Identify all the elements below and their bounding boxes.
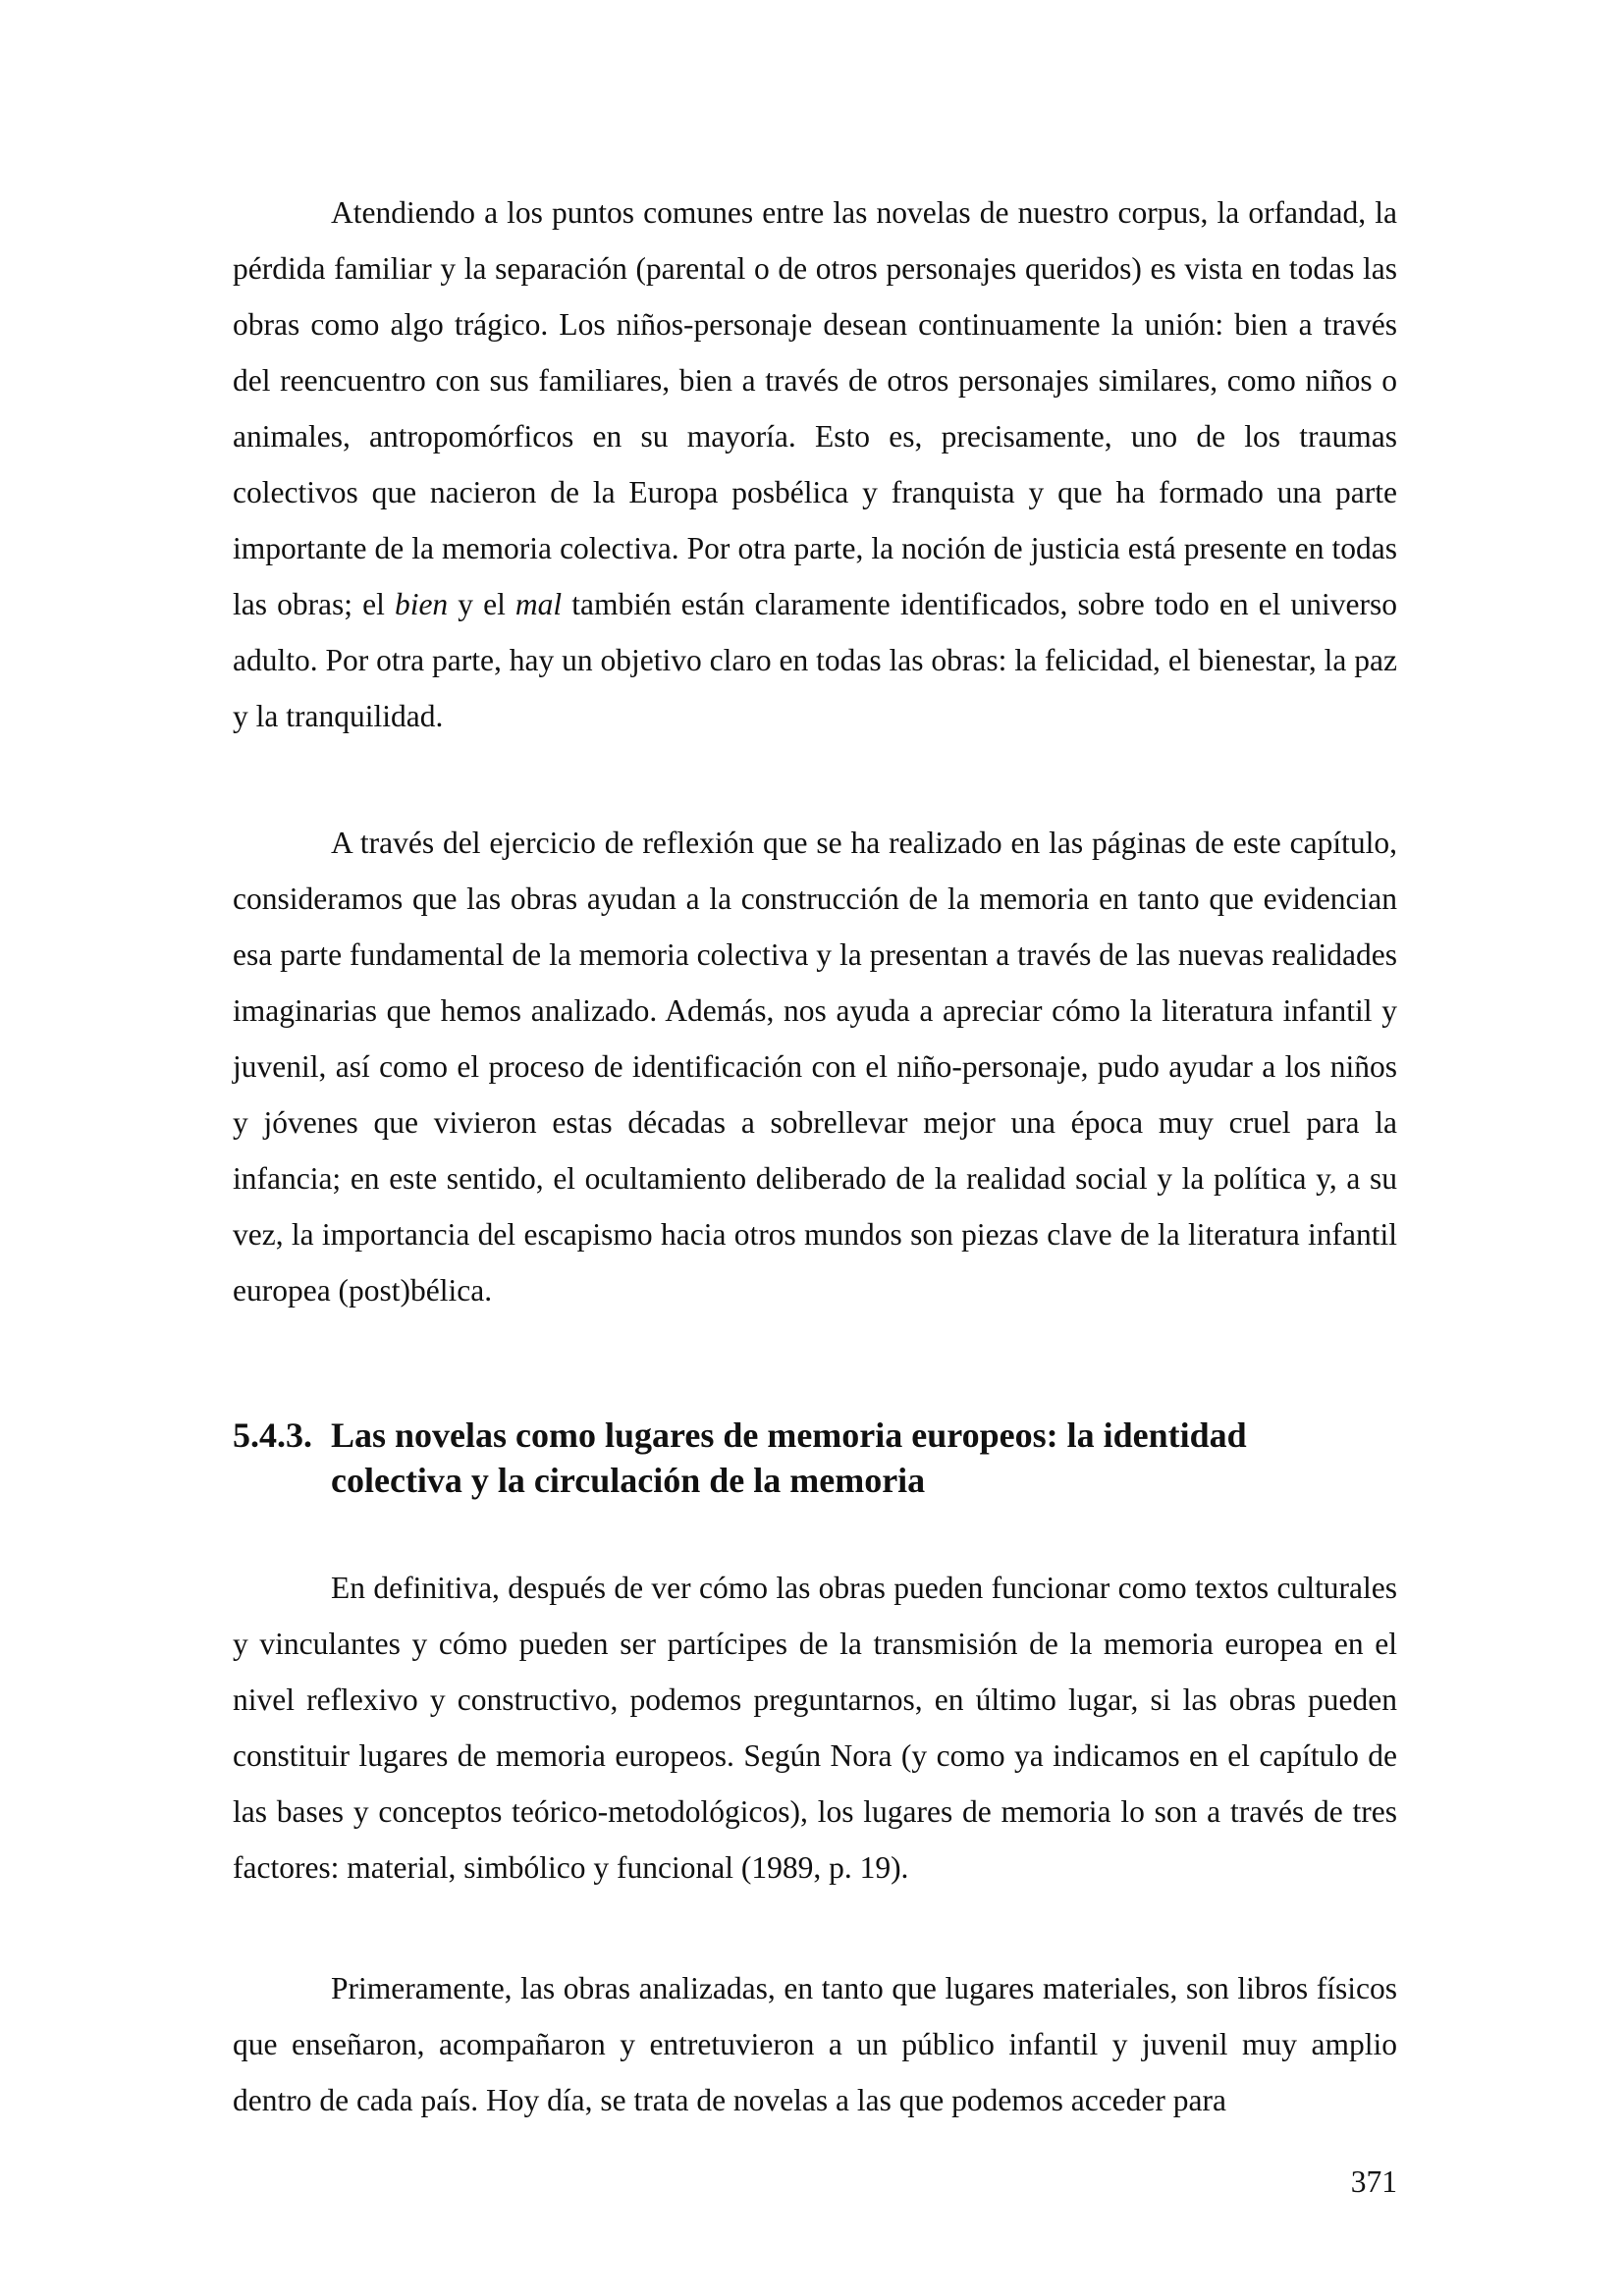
paragraph-text: Atendiendo a los puntos comunes entre las novelas de nuestro corpus, la orfandad, la pérdida familiar y la separación (parental o de otros personajes queridos) es vista en todas las obras como algo trágico. Los niños-personaje desean continuamente la unión: bien a través del reencuentro con sus familiares, bien a través de otros personajes similares, como niños o animales, antropomórficos en su mayoría. Esto es, precisamente, uno de los traumas colectivos que nacieron de la Europa posbélica y franquista y que ha formado una parte importante de la memoria colectiva. Por otra parte, la noción de justicia está presente en todas las obras; el — [233, 195, 1397, 621]
paragraph-reflection: A través del ejercicio de reflexión que se ha realizado en las páginas de este capítulo, consideramos que las obras ayudan a la construcción de la memoria en tanto que evidencian esa parte fundamental de la memoria colectiva y la presentan a través de las nuevas realidades imaginarias que hemos analizado. Además, nos ayuda a apreciar cómo la literatura infantil y juvenil, así como el proceso de identificación con el niño-personaje, pudo ayudar a los niños y jóvenes que vivieron estas décadas a sobrellevar mejor una época muy cruel para la infancia; en este sentido, el ocultamiento deliberado de la realidad social y la política y, a su vez, la importancia del escapismo hacia otros mundos son piezas clave de la literatura infantil europea (post)bélica. — [233, 826, 1397, 1308]
paragraph-text: y el — [448, 587, 515, 621]
section-title: Las novelas como lugares de memoria europeos: la identidad colectiva y la circulación de la memoria — [331, 1415, 1247, 1500]
section-heading — [233, 1413, 1397, 1503]
paragraph-material-places: Primeramente, las obras analizadas, en tanto que lugares materiales, son libros físicos que enseñaron, acompañaron y entretuvieron a un público infantil y juvenil muy amplio dentro de cada país. Hoy día, se trata de novelas a las que podemos acceder para — [233, 1971, 1397, 2117]
page-body — [233, 185, 1397, 2128]
paragraph-orphanhood — [233, 185, 1397, 744]
paragraph-memory-places: En definitiva, después de ver cómo las obras pueden funcionar como textos culturales y vinculantes y cómo pueden ser partícipes de la transmisión de la memoria europea en el nivel reflexivo y constructivo, podemos preguntarnos, en último lugar, si las obras pueden constituir lugares de memoria europeos. Según Nora (y como ya indicamos en el capítulo de las bases y conceptos teórico-metodológicos), los lugares de memoria lo son a través de tres factores: material, simbólico y funcional (1989, p. 19). — [233, 1571, 1397, 1885]
italic-term-mal: mal — [514, 587, 563, 621]
paragraph-text: también están claramente identificados, sobre todo en el universo adulto. Por otra parte, hay un objetivo claro en todas las obras: la felicidad, el bienestar, la paz y la tranquilidad. — [233, 587, 1397, 733]
section-number: 5.4.3. — [233, 1415, 312, 1455]
italic-term-bien: bien — [394, 587, 449, 621]
page-number: 371 — [1350, 2164, 1397, 2199]
